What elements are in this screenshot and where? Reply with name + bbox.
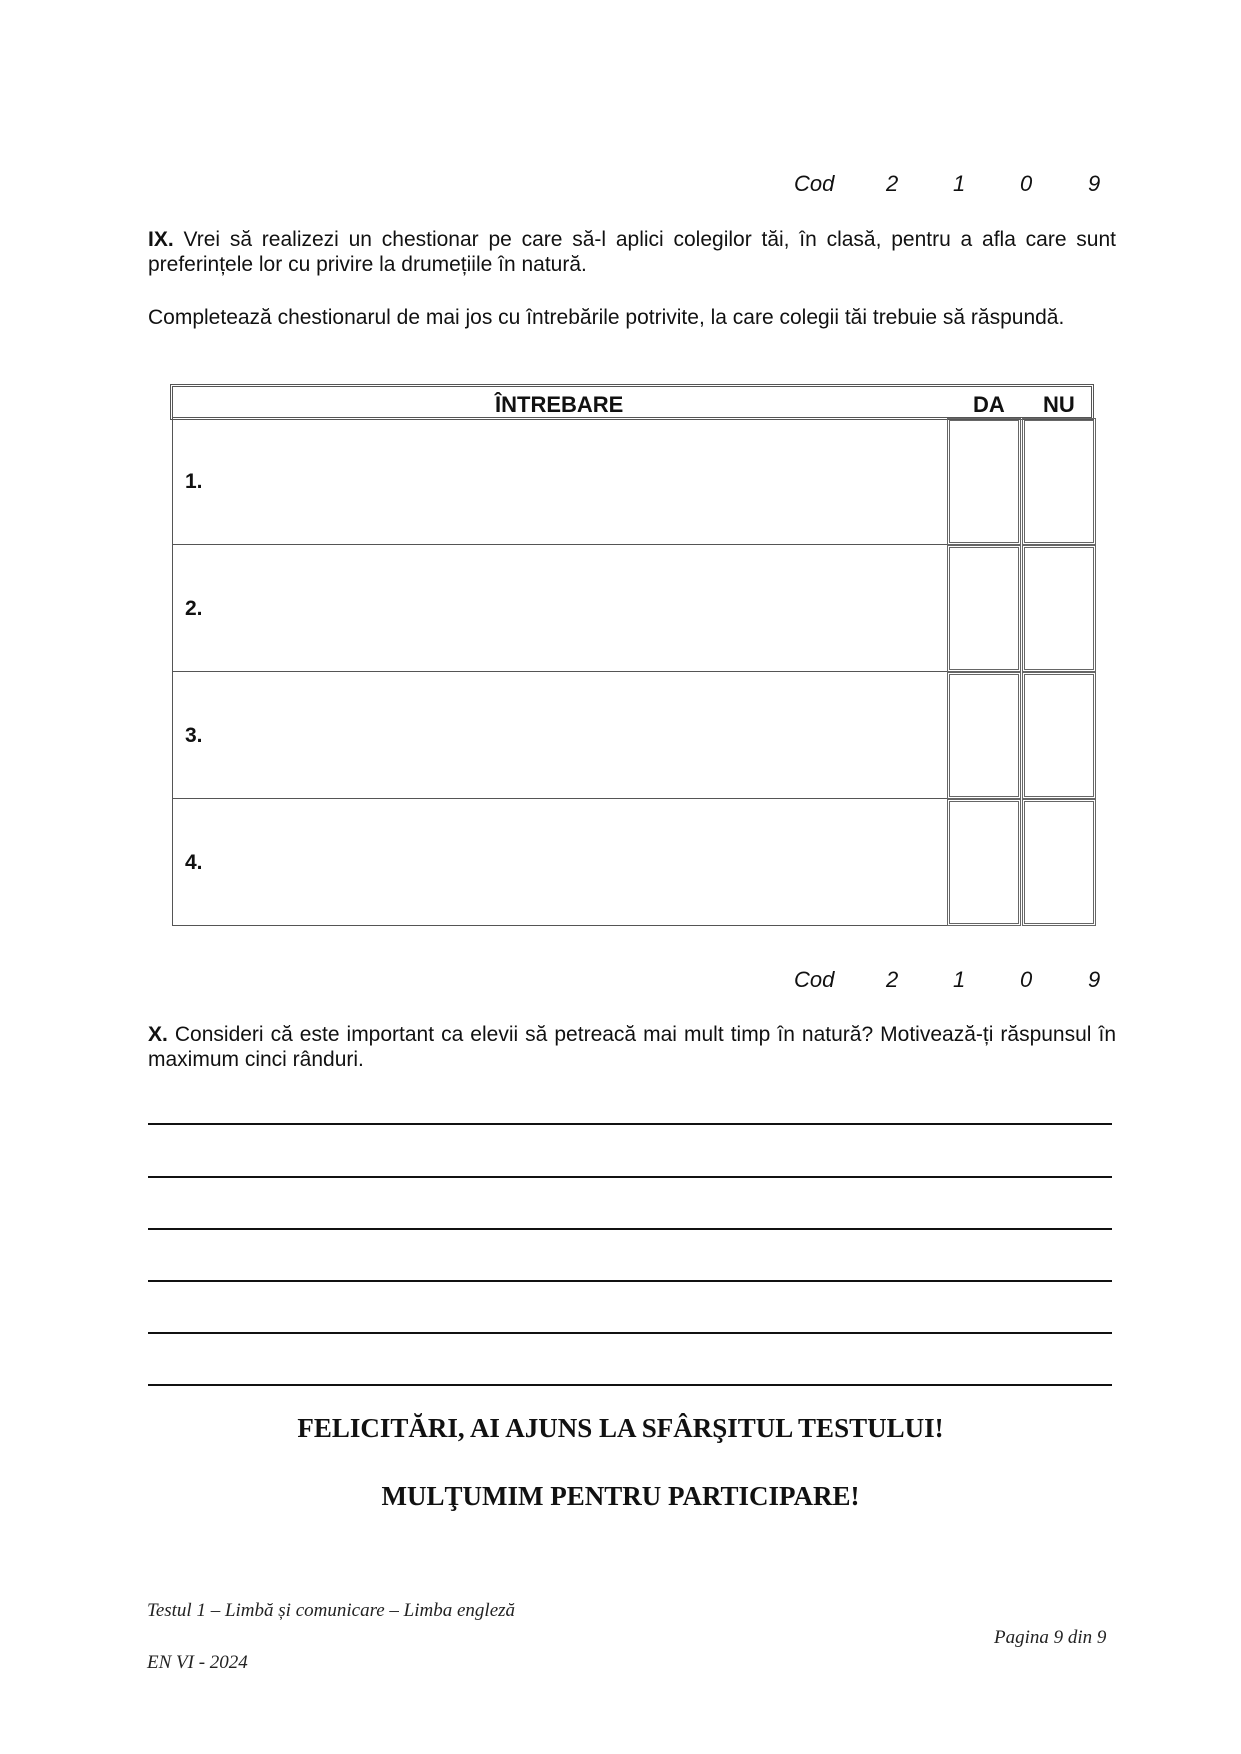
question-number: 2.: [185, 597, 203, 620]
closing-thanks: MULŢUMIM PENTRU PARTICIPARE!: [381, 1481, 860, 1511]
answer-line[interactable]: [148, 1332, 1112, 1334]
section-ix-number: IX.: [148, 228, 174, 251]
no-checkbox[interactable]: [1022, 672, 1096, 799]
code-line-top: [0, 171, 1241, 201]
code-digit: 9: [1088, 171, 1101, 196]
section-ix-prompt: [148, 227, 1116, 277]
yes-checkbox[interactable]: [947, 799, 1021, 926]
header-question: ÎNTREBARE: [495, 392, 624, 417]
code-digit: 1: [953, 171, 966, 196]
footer-page-number: Pagina 9 din 9: [994, 1627, 1107, 1648]
section-x-text: Consideri că este important ca elevii să petreacă mai mult timp în natură? Motivează-ți răspunsul în maximum cinci rânduri.: [148, 1023, 1116, 1071]
code-digit: 1: [953, 967, 966, 992]
yes-checkbox[interactable]: [947, 418, 1021, 545]
header-no: NU: [1043, 392, 1075, 417]
header-yes: DA: [973, 392, 1005, 417]
answer-line[interactable]: [148, 1176, 1112, 1178]
section-ix-instruction: Completează chestionarul de mai jos cu întrebările potrivite, la care colegii tăi trebuie să răspundă.: [148, 306, 1065, 329]
question-row[interactable]: [172, 799, 952, 926]
code-label: Cod: [794, 967, 835, 992]
table-header: [170, 384, 1094, 420]
question-number: 1.: [185, 470, 203, 493]
no-checkbox[interactable]: [1022, 418, 1096, 545]
answer-line[interactable]: [148, 1228, 1112, 1230]
question-row[interactable]: [172, 545, 952, 672]
footer-exam-code: EN VI - 2024: [147, 1652, 248, 1673]
questionnaire-table: [170, 384, 1094, 936]
code-digit: 9: [1088, 967, 1101, 992]
question-row[interactable]: [172, 418, 952, 545]
no-checkbox[interactable]: [1022, 799, 1096, 926]
section-x-number: X.: [148, 1023, 168, 1046]
section-ix-text: Vrei să realizezi un chestionar pe care să-l aplici colegilor tăi, în clasă, pentru a afla care sunt preferințele lor cu privire la drumețiile în natură.: [148, 228, 1116, 276]
question-number: 4.: [185, 851, 203, 874]
footer-test-title: Testul 1 – Limbă și comunicare – Limba engleză: [147, 1600, 516, 1621]
yes-checkbox[interactable]: [947, 672, 1021, 799]
code-label: Cod: [794, 171, 835, 196]
answer-line[interactable]: [148, 1384, 1112, 1386]
code-line-bottom: [0, 967, 1241, 997]
code-digit: 0: [1020, 967, 1033, 992]
closing-congrats: FELICITĂRI, AI AJUNS LA SFÂRŞITUL TESTULUI!: [297, 1413, 944, 1443]
code-digit: 0: [1020, 171, 1033, 196]
answer-line[interactable]: [148, 1280, 1112, 1282]
section-x-prompt: [148, 1022, 1116, 1072]
code-digit: 2: [886, 171, 899, 196]
answer-line[interactable]: [148, 1123, 1112, 1125]
yes-checkbox[interactable]: [947, 545, 1021, 672]
question-number: 3.: [185, 724, 203, 747]
question-row[interactable]: [172, 672, 952, 799]
no-checkbox[interactable]: [1022, 545, 1096, 672]
code-digit: 2: [886, 967, 899, 992]
